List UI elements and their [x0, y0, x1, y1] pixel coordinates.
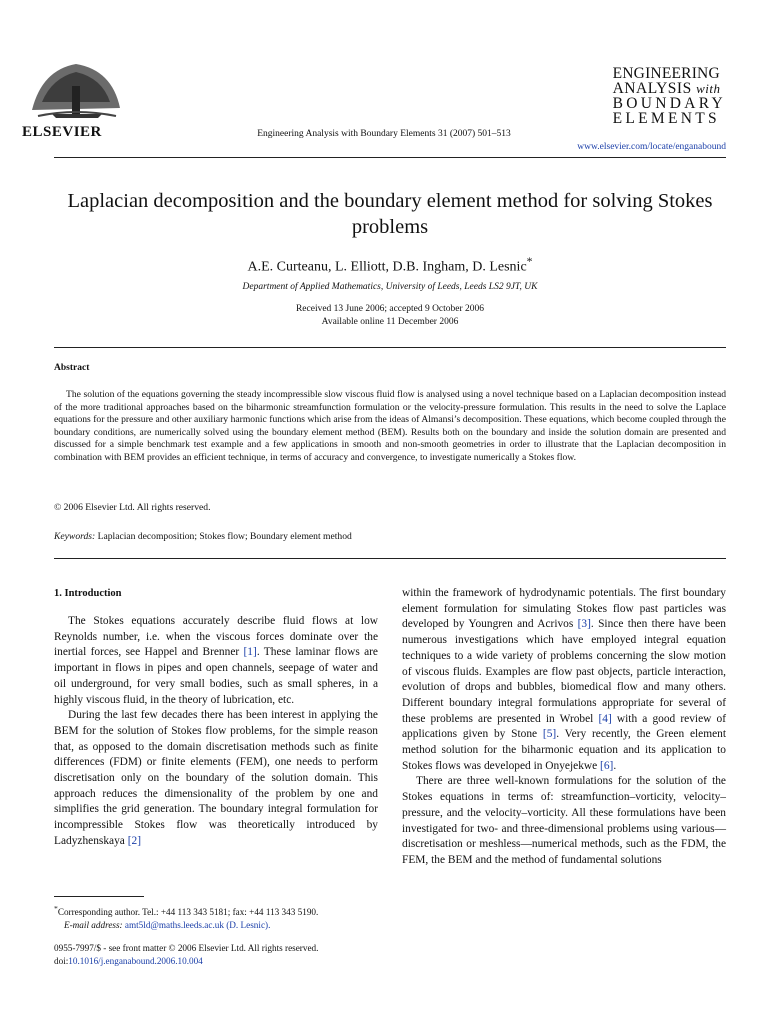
citation-link[interactable]: [1]	[243, 646, 257, 659]
footnote	[54, 902, 378, 932]
doi-link[interactable]: 10.1016/j.enganabound.2006.10.004	[68, 956, 203, 966]
citation-link[interactable]: [5]	[542, 728, 557, 741]
doi-line	[54, 955, 318, 968]
citation-link[interactable]: [2]	[127, 834, 141, 847]
abstract-copyright: © 2006 Elsevier Ltd. All rights reserved.	[54, 502, 211, 513]
footnote-contact-text: Corresponding author. Tel.: +44 113 343 5181; fax: +44 113 343 5190.	[57, 907, 319, 918]
authors-text: A.E. Curteanu, L. Elliott, D.B. Ingham, D. Lesnic	[247, 259, 527, 275]
citation-link[interactable]: [4]	[598, 712, 612, 725]
intro-r1-text-c: with a good review of applications given by Stone	[402, 712, 726, 741]
intro-paragraph-2-continued	[402, 586, 726, 774]
email-link[interactable]: amt5ld@maths.leeds.ac.uk (D. Lesnic).	[124, 920, 271, 931]
intro-paragraph-2	[54, 708, 378, 849]
footnote-email	[54, 919, 378, 932]
journal-logo-line2	[613, 81, 726, 96]
journal-logo-with: with	[696, 81, 721, 96]
abstract-heading: Abstract	[54, 363, 90, 373]
received-date: Received 13 June 2006; accepted 9 October 2006	[295, 304, 485, 314]
footnote-contact	[54, 902, 378, 919]
affiliation: Department of Applied Mathematics, University of Leeds, Leeds LS2 9JT, UK	[242, 282, 538, 292]
journal-logo-line4: ELEMENTS	[612, 110, 720, 127]
corresponding-author-mark[interactable]: *	[526, 255, 533, 268]
doi-label: doi:	[54, 956, 69, 966]
front-matter-text: 0955-7997/$ - see front matter © 2006 Elsevier Ltd. All rights reserved.	[54, 943, 319, 953]
header-divider	[54, 157, 726, 158]
right-column	[402, 586, 726, 869]
left-column	[54, 614, 378, 882]
abstract-top-divider	[54, 347, 726, 348]
intro-paragraph-3: There are three well-known formulations for the solution of the Stokes equations in terms of: streamfunction–vorticity, velocity–pressure, and the velocity–vorticity. All these formulations have been investigated for two- and three-dimensional problems using various—discretisation or meshless—numerical methods, such as the FDM, the FEM, the BEM and the method of fundamental solutions	[402, 775, 726, 866]
journal-logo-line3: BOUNDARY	[612, 95, 726, 112]
abstract-bottom-divider	[54, 558, 726, 559]
journal-logo-line1: ENGINEERING	[612, 65, 720, 82]
footnote-divider	[54, 896, 144, 897]
journal-reference: Engineering Analysis with Boundary Elements 31 (2007) 501–513	[257, 129, 511, 139]
footnote-mark: *	[54, 904, 58, 913]
journal-logo	[613, 66, 726, 126]
citation-link[interactable]: [6]	[600, 759, 614, 772]
journal-url-link[interactable]: www.elsevier.com/locate/enganabound	[577, 142, 726, 152]
intro-p1-text-a: The Stokes equations accurately describe fluid flows at low Reynolds number, i.e. when the viscous forces dominate over the inertial forces, see Happel and Brenner	[54, 615, 378, 659]
section-heading-introduction: 1. Introduction	[54, 588, 122, 599]
intro-r1-text-a: within the framework of hydrodynamic potentials. The first boundary element formulation for simulating Stokes flow past particles was developed by Youngren and Acrivos	[402, 587, 726, 631]
author-list	[54, 255, 726, 276]
available-date: Available online 11 December 2006	[321, 317, 459, 327]
intro-p1-text-b: . These laminar flows are important in flows in pipes and open channels, seepage of water and oil underground, for very small bodies, such as small spheres, in a highly viscous fluid, in the theory of lubrication, etc.	[54, 646, 378, 706]
intro-p2-text-a: During the last few decades there has been interest in applying the BEM for the solution of Stokes flow problems, for the simple reason that, as opposed to the domain discretisation methods such as finite differences (FDM) or finite elements (FEM), one needs to perform discretisation only on the boundary of the solution domain. This approach reduces the dimensionality of the problem by one and simplifies the grid generation. The boundary integral formulation for incompressible Stokes flow was theoretically introduced by Ladyzhenskaya	[54, 709, 378, 847]
intro-r1-text-d: . Very recently, the Green element method solution for the biharmonic equation and its application to Stokes flows was developed in Onyejekwe	[402, 728, 726, 772]
intro-r1-text-e: .	[613, 759, 617, 772]
intro-r1-text-b: . Since then there have been numerous investigations which have employed integral equation techniques to a wide variety of problems concerning the slow motion of viscous fluids. Examples are flow past objects, particle interaction, evolution of drops and bubbles, biomedical flow and many others. Different boundary integral formulations appropriate for several of these problems are presented in Wrobel	[402, 618, 726, 725]
keywords-label: Keywords:	[54, 531, 96, 542]
keywords-list: Laplacian decomposition; Stokes flow; Boundary element method	[97, 531, 352, 542]
article-title: Laplacian decomposition and the boundary element method for solving Stokes problems	[67, 190, 713, 238]
journal-logo-analysis: ANALYSIS	[612, 80, 692, 97]
citation-link[interactable]: [3]	[577, 618, 591, 631]
keywords	[54, 531, 352, 542]
abstract-text: The solution of the equations governing the steady incompressible slow viscous fluid flow is analysed using a novel technique based on a Laplacian decomposition instead of the more traditional approaches based on the biharmonic streamfunction formulation or the velocity-pressure formulation. This results in the need to solve the Laplace equations for the pressure and other auxiliary harmonic functions which arise from the ideas of Almansi’s decomposition. These equations, which become coupled through the boundary conditions, are numerically solved using the boundary element method (BEM). Results both on the boundary and inside the solution domain are presented and discussed for a simple benchmark test example and a few applications in smooth and non-smooth geometries in order to illustrate that the Laplacian decomposition in combination with BEM provides an efficient technique, in terms of accuracy and convergence, to investigate numerically a Stokes flow.	[54, 389, 726, 463]
front-matter	[54, 942, 318, 968]
article-dates	[54, 303, 726, 329]
email-label: E-mail address:	[64, 920, 123, 931]
publisher-name: ELSEVIER	[22, 124, 102, 140]
intro-paragraph-1	[54, 614, 378, 708]
